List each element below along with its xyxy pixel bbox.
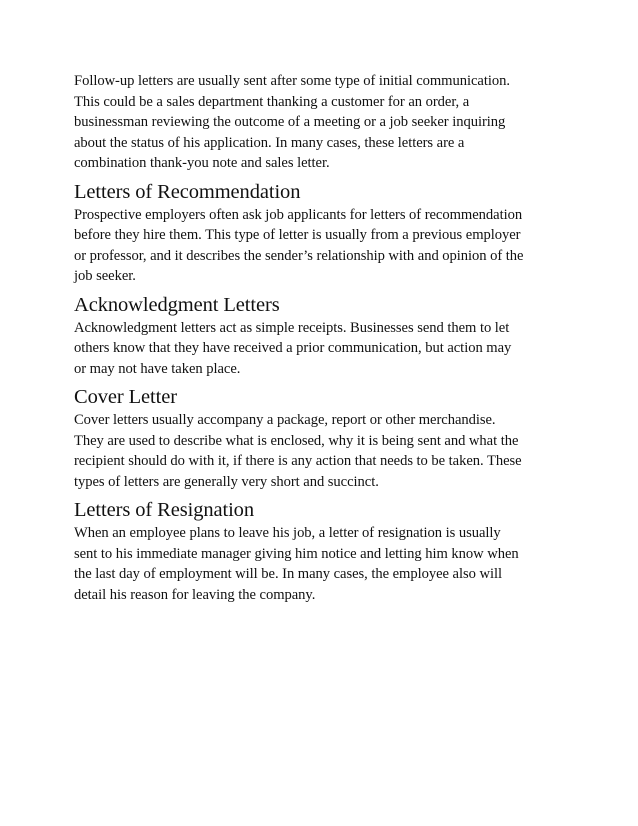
intro-paragraph: Follow-up letters are usually sent after some type of initial communication. This could be a sales department thanking a customer for an order, a businessman reviewing the outcome of a meeting or a job seeker inquiring about the status of his application. In many cases, these letters are a combination thank-you note and sales letter.: [74, 73, 510, 171]
section-acknowledgment-letters: [74, 292, 568, 380]
section-letters-of-recommendation: [74, 179, 568, 287]
document-body: [74, 71, 568, 605]
section-heading: Cover Letter: [74, 386, 177, 408]
section-body: Prospective employers often ask job applicants for letters of recommendation before they hire them. This type of letter is usually from a previous employer or professor, and it describes the sender’s relationship with and opinion of the job seeker.: [74, 206, 524, 284]
section-cover-letter: [74, 384, 568, 492]
section-heading: Letters of Resignation: [74, 499, 254, 521]
section-body: Cover letters usually accompany a package, report or other merchandise. They are used to describe what is enclosed, why it is being sent and what the recipient should do with it, if there is any action that needs to be taken. These types of letters are generally very short and succinct.: [74, 412, 522, 490]
section-letters-of-resignation: [74, 497, 568, 605]
section-heading: Letters of Recommendation: [74, 180, 301, 203]
section-body: Acknowledgment letters act as simple receipts. Businesses send them to let others know that they have received a prior communication, but action may or may not have taken place.: [74, 319, 512, 377]
section-body: When an employee plans to leave his job, a letter of resignation is usually sent to his immediate manager giving him notice and letting him know when the last day of employment will be. In many cases, the employee also will detail his reason for leaving the company.: [74, 525, 519, 603]
section-heading: Acknowledgment Letters: [74, 293, 280, 316]
